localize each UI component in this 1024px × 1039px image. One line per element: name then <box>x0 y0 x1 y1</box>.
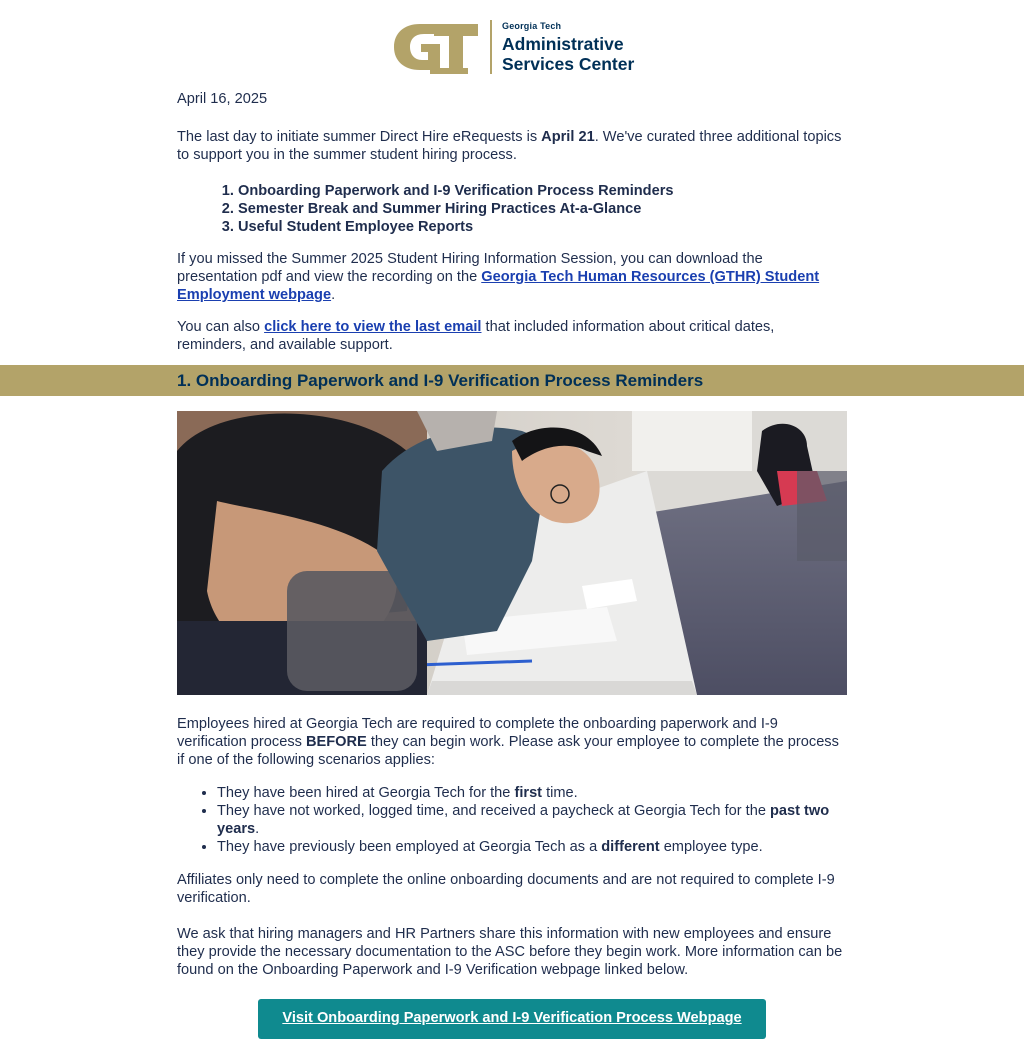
gthr-student-employment-link[interactable]: Georgia Tech Human Resources (GTHR) Student Employment webpage <box>177 269 820 303</box>
missed-session-paragraph <box>177 250 847 304</box>
last-email-link[interactable]: click here to view the last email <box>264 319 482 335</box>
asc-logo <box>390 18 634 76</box>
logo-line-2: Services Center <box>502 53 635 74</box>
gt-logo-icon <box>390 18 480 76</box>
list-item <box>217 802 847 838</box>
scenario-text: employee type. <box>659 839 763 855</box>
scenario-emphasis: different <box>601 839 660 855</box>
scenario-text: time. <box>542 785 578 801</box>
scenario-emphasis: first <box>514 785 543 801</box>
scenario-text: They have not worked, logged time, and received a paycheck at Georgia Tech for the <box>217 803 770 819</box>
topics-list <box>221 182 674 236</box>
deadline-date: April 21 <box>541 129 595 145</box>
hiring-managers-paragraph: We ask that hiring managers and HR Partners share this information with new employees and ensure they provide the necessary documentation to the ASC before they begin work. More information can be found on the Onboarding Paperwork and I-9 Verification webpage linked below. <box>177 926 843 978</box>
list-item <box>217 784 847 802</box>
intro-text-b: . We've curated three additional topics to support you in the summer student hiring process. <box>177 129 842 163</box>
logo-georgia-tech: Georgia Tech <box>502 20 562 31</box>
employees-paragraph <box>177 715 847 769</box>
intro-text-a: The last day to initiate summer Direct Hire eRequests is <box>177 129 542 145</box>
employees-text-b: they can begin work. Please ask your employee to complete the process if one of the following scenarios applies: <box>177 734 839 768</box>
topic-item: 3. Useful Student Employee Reports <box>238 218 674 236</box>
employees-text-a: Employees hired at Georgia Tech are required to complete the onboarding paperwork and I-9 verification process <box>177 716 778 750</box>
scenario-text: . <box>255 821 260 837</box>
also-text-a: You can also <box>177 319 265 335</box>
missed-text-a: If you missed the Summer 2025 Student Hiring Information Session, you can download the presentation pdf and view the recording on the <box>177 251 763 285</box>
before-emphasis: BEFORE <box>305 734 367 750</box>
intro-paragraph <box>177 128 847 164</box>
last-email-paragraph <box>177 318 847 354</box>
logo-divider <box>490 20 492 74</box>
list-item <box>217 838 847 856</box>
logo-wordmark <box>502 21 634 74</box>
scenario-text: They have previously been employed at Georgia Tech as a <box>217 839 602 855</box>
topic-item: 2. Semester Break and Summer Hiring Practices At-a-Glance <box>238 200 674 218</box>
logo-line-1: Administrative <box>502 33 624 54</box>
scenario-emphasis: past two years <box>217 803 830 837</box>
missed-text-b: . <box>331 287 336 303</box>
topic-item: 1. Onboarding Paperwork and I-9 Verification Process Reminders <box>238 182 674 200</box>
scenario-text: They have been hired at Georgia Tech for the <box>217 785 515 801</box>
section-title: 1. Onboarding Paperwork and I-9 Verification Process Reminders <box>177 371 704 390</box>
visit-onboarding-webpage-button[interactable]: Visit Onboarding Paperwork and I-9 Verification Process Webpage <box>258 999 766 1039</box>
affiliates-paragraph: Affiliates only need to complete the online onboarding documents and are not required to complete I-9 verification. <box>177 872 835 906</box>
students-writing-photo <box>177 411 847 695</box>
scenarios-list <box>217 784 847 856</box>
also-text-b: that included information about critical dates, reminders, and available support. <box>177 319 775 353</box>
email-date: April 16, 2025 <box>177 91 268 107</box>
